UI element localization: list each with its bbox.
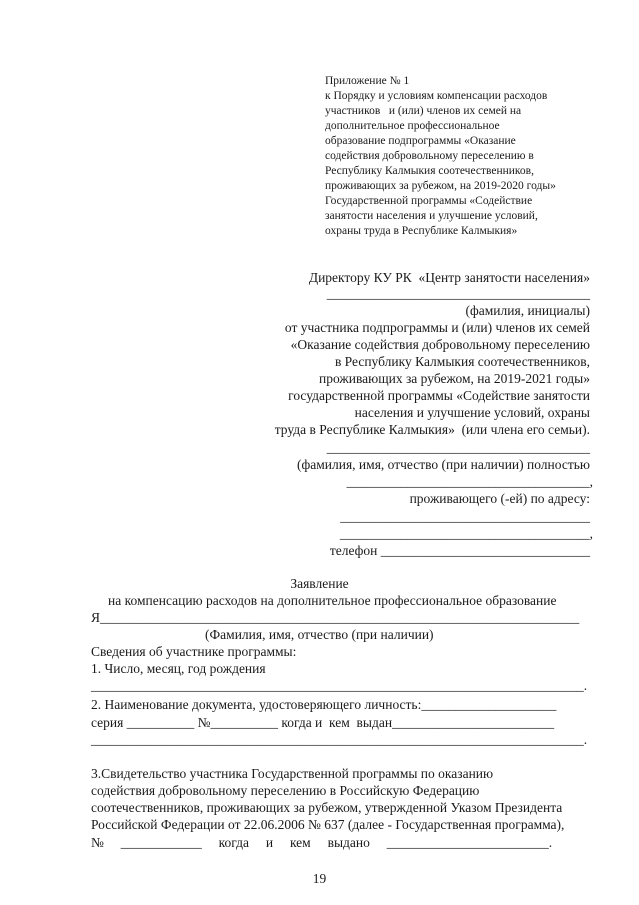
appendix-line: образование подпрограммы «Оказание — [325, 135, 516, 147]
appendix-title: Приложение № 1 — [325, 75, 410, 87]
blank-line: _____________________________________, — [339, 526, 593, 541]
info-header: Сведения об участнике программы: — [91, 644, 297, 659]
item-certificate-line: соотечественников, проживающих за рубежом, утвержденной Указом Президента — [91, 800, 563, 815]
item-certificate-line: Российской Федерации от 22.06.2006 № 637 (далее - Государственная программа), — [91, 817, 565, 832]
appendix-line: проживающих за рубежом, на 2019-2020 годы» — [325, 180, 556, 192]
page-number: 19 — [312, 871, 327, 886]
appendix-line: Государственной программы «Содействие — [325, 195, 533, 207]
from-line: проживающих за рубежом, на 2019-2021 годы» — [319, 371, 590, 386]
appendix-line: охраны труда в Республике Калмыкия» — [325, 225, 518, 237]
item-certificate-line: 3.Свидетельство участника Государственной программы по оказанию — [91, 766, 494, 781]
item-certificate-last: № ____________ когда и кем выдано ________________________. — [91, 835, 553, 850]
residing-label: проживающего (-ей) по адресу: — [409, 491, 590, 506]
applicant-line: Я_______________________________________________________________________ — [91, 610, 580, 625]
from-line: «Оказание содействия добровольному переселению — [290, 337, 590, 352]
blank-line: _________________________________________________________________________. — [91, 678, 588, 693]
blank-line: _____________________________________ — [340, 509, 590, 524]
applicant-fio-hint: (Фамилия, имя, отчество (при наличии) — [205, 627, 434, 642]
name-hint: (фамилия, инициалы) — [465, 303, 590, 318]
director-line: Директору КУ РК «Центр занятости населения» — [308, 270, 590, 285]
appendix-line: дополнительное профессиональное — [325, 120, 500, 132]
item-id-series: серия __________ №__________ когда и кем выдан________________________ — [91, 715, 555, 730]
item-birthdate: 1. Число, месяц, год рождения — [91, 661, 266, 676]
appendix-line: участников и (или) членов их семей на — [325, 105, 522, 117]
appendix-line: содействия добровольному переселению в — [325, 150, 534, 162]
phone-line: телефон _______________________________ — [329, 543, 590, 558]
blank-line: _______________________________________ — [326, 286, 590, 301]
from-line: государственной программы «Содействие занятости — [288, 388, 590, 403]
blank-line: _______________________________________ — [326, 440, 590, 455]
item-certificate-line: содействия добровольному переселению в Российскую Федерацию — [91, 783, 480, 798]
item-id-document: 2. Наименование документа, удостоверяющего личность:____________________ — [91, 697, 557, 712]
from-line: труда в Республике Калмыкия» (или члена его семьи). — [274, 422, 590, 437]
blank-line: _________________________________________________________________________. — [91, 732, 588, 747]
statement-title: Заявление — [290, 576, 349, 591]
from-line: от участника подпрограммы и (или) членов их семей — [284, 320, 590, 335]
fio-hint: (фамилия, имя, отчество (при наличии) полностью — [297, 457, 590, 472]
appendix-line: занятости населения и улучшение условий, — [325, 210, 538, 222]
from-line: в Республику Калмыкия соотечественников, — [334, 354, 590, 369]
statement-subtitle: на компенсацию расходов на дополнительное профессиональное образование — [108, 593, 557, 608]
blank-line: ____________________________________, — [346, 474, 593, 489]
appendix-line: Республику Калмыкия соотечественников, — [325, 165, 534, 177]
from-line: населения и улучшение условий, охраны — [354, 405, 590, 420]
appendix-line: к Порядку и условиям компенсации расходов — [325, 90, 548, 102]
